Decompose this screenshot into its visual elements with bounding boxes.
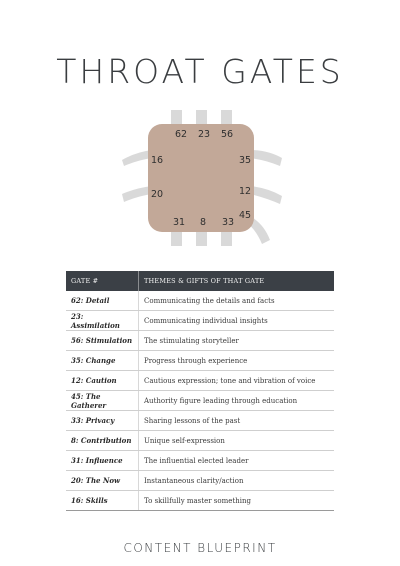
throat-center-diagram xyxy=(118,106,286,252)
theme-cell: Cautious expression; tone and vibration of voice xyxy=(139,371,335,391)
gate-number-31: 31 xyxy=(173,217,186,228)
table-row xyxy=(66,491,334,511)
table-header-row xyxy=(66,271,334,291)
table-row xyxy=(66,471,334,491)
table-row xyxy=(66,391,334,411)
gates-table xyxy=(66,271,334,511)
gate-cell: 8: Contribution xyxy=(66,431,139,451)
footer-brand: CONTENT BLUEPRINT xyxy=(123,541,277,555)
table-row xyxy=(66,431,334,451)
theme-cell: Progress through experience xyxy=(139,351,335,371)
gate-number-12: 12 xyxy=(239,186,252,197)
gate-number-35: 35 xyxy=(239,155,252,166)
gate-cell: 31: Influence xyxy=(66,451,139,471)
page-title: THROAT GATES xyxy=(56,52,344,91)
table-row xyxy=(66,411,334,431)
theme-cell: Unique self-expression xyxy=(139,431,335,451)
gate-number-33: 33 xyxy=(222,217,235,228)
gate-number-56: 56 xyxy=(221,129,234,140)
theme-cell: The stimulating storyteller xyxy=(139,331,335,351)
gate-cell: 33: Privacy xyxy=(66,411,139,431)
gate-number-23: 23 xyxy=(198,129,211,140)
theme-cell: Communicating the details and facts xyxy=(139,291,335,311)
gate-cell: 45: The Gatherer xyxy=(66,391,139,411)
gate-number-16: 16 xyxy=(151,155,164,166)
gate-number-62: 62 xyxy=(175,129,188,140)
header-themes: THEMES & GIFTS OF THAT GATE xyxy=(139,271,335,291)
gate-number-45: 45 xyxy=(239,210,252,221)
table-row xyxy=(66,351,334,371)
throat-center-shape xyxy=(118,106,286,252)
gate-cell: 62: Detail xyxy=(66,291,139,311)
table-row xyxy=(66,311,334,331)
gate-number-8: 8 xyxy=(200,217,207,228)
theme-cell: Instantaneous clarity/action xyxy=(139,471,335,491)
gate-number-20: 20 xyxy=(151,189,164,200)
theme-cell: The influential elected leader xyxy=(139,451,335,471)
gate-cell: 35: Change xyxy=(66,351,139,371)
theme-cell: Authority figure leading through education xyxy=(139,391,335,411)
theme-cell: Communicating individual insights xyxy=(139,311,335,331)
theme-cell: Sharing lessons of the past xyxy=(139,411,335,431)
table-row xyxy=(66,371,334,391)
gate-cell: 56: Stimulation xyxy=(66,331,139,351)
gate-cell: 20: The Now xyxy=(66,471,139,491)
table-row xyxy=(66,451,334,471)
table-row xyxy=(66,291,334,311)
gate-cell: 23: Assimilation xyxy=(66,311,139,331)
gate-cell: 12: Caution xyxy=(66,371,139,391)
table-row xyxy=(66,331,334,351)
header-gate-number: GATE # xyxy=(66,271,139,291)
theme-cell: To skillfully master something xyxy=(139,491,335,511)
gate-cell: 16: Skills xyxy=(66,491,139,511)
